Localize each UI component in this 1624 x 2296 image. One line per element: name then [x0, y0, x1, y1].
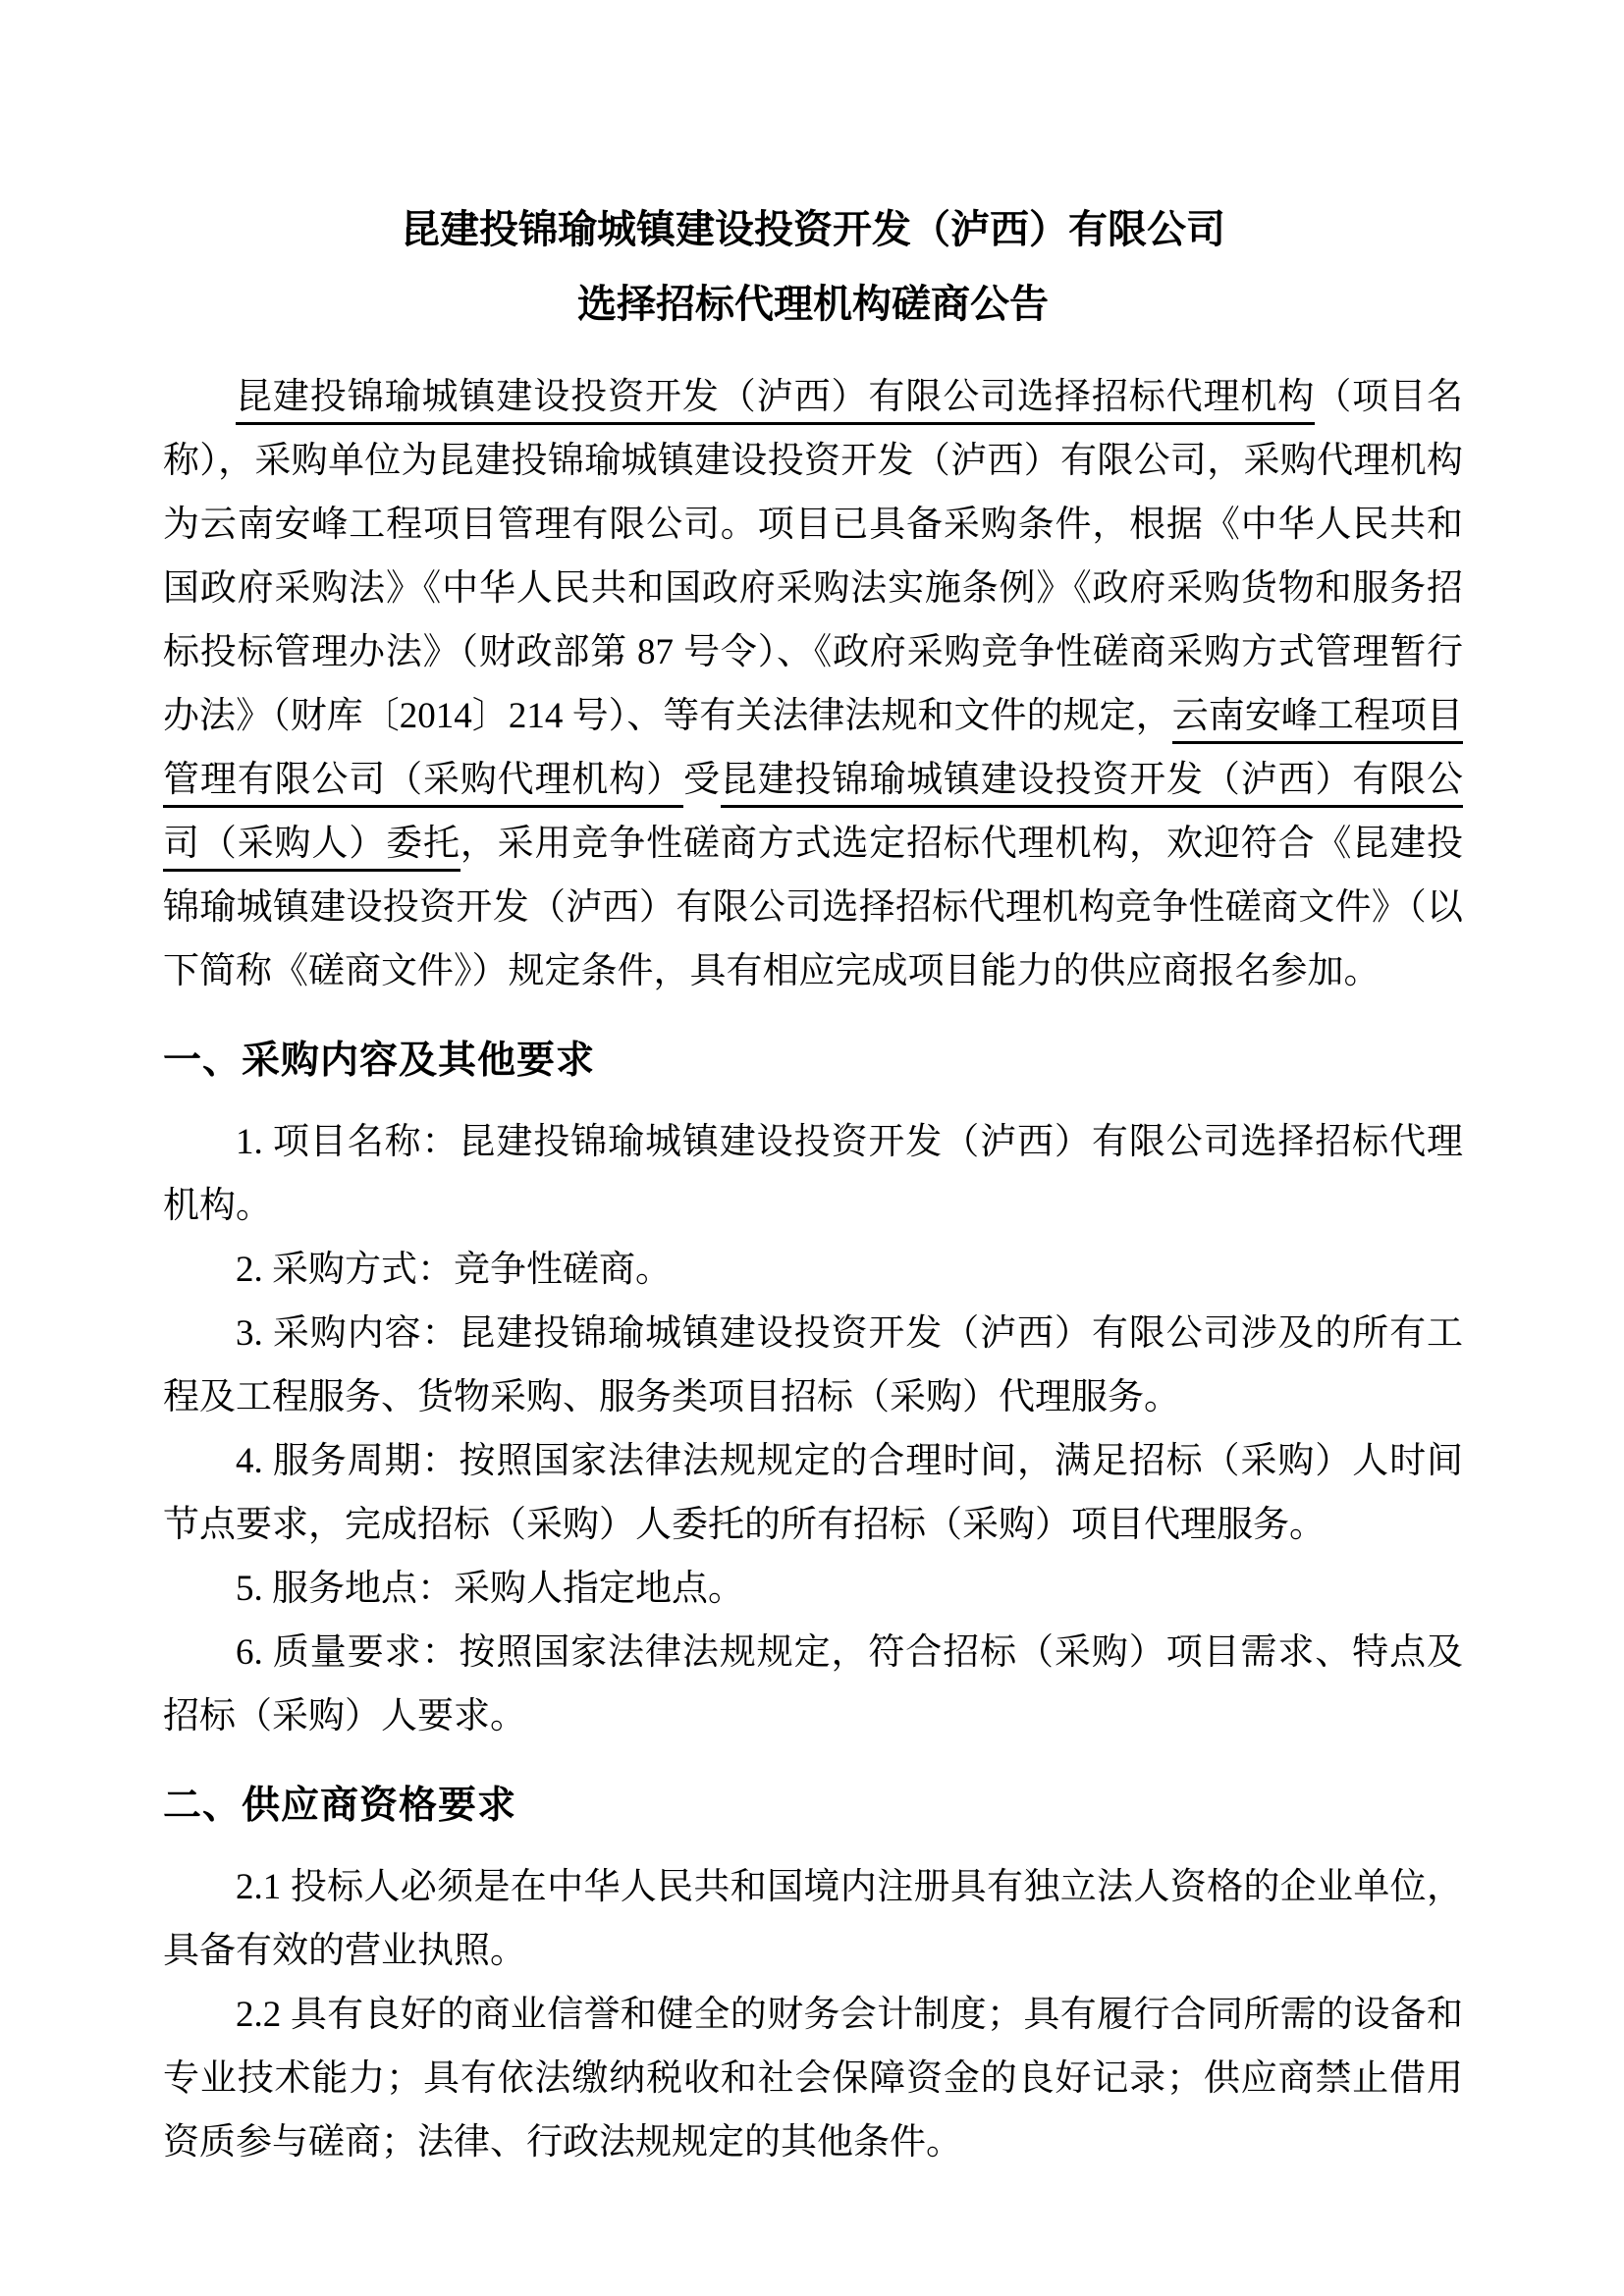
section-2-item-1: 2.1 投标人必须是在中华人民共和国境内注册具有独立法人资格的企业单位，具备有效的营业执照。 — [163, 1867, 1463, 1971]
section-1-heading: 一、采购内容及其他要求 — [163, 1040, 596, 1082]
intro-text-1: （项目名称），采购单位为昆建投锦瑜城镇建设投资开发（泸西）有限公司，采购代理机构为云南安峰工程项目管理有限公司。项目已具备采购条件，根据《中华人民共和国政府采购法》《中华人民共和国政府采购法实施条例》《政府采购货物和服务招标投标管理办法》（财政部第 87 号令）、《政府采购竞争性磋商采购方式管理暂行办法》（财库〔2014〕214 号）、等有关法律法规和文件的规定， — [163, 377, 1463, 736]
intro-text-2: 受 — [682, 760, 721, 800]
document-title-line-1: 昆建投锦瑜城镇建设投资开发（泸西）有限公司 — [401, 207, 1225, 251]
section-2-heading: 二、供应商资格要求 — [163, 1785, 517, 1827]
section-1-item-5: 5. 服务地点：采购人指定地点。 — [236, 1569, 744, 1609]
section-1-item-4: 4. 服务周期：按照国家法律法规规定的合理时间，满足招标（采购）人时间节点要求，完成招标（采购）人委托的所有招标（采购）项目代理服务。 — [163, 1441, 1463, 1545]
intro-text-3: ，采用竞争性磋商方式选定招标代理机构，欢迎符合《昆建投锦瑜城镇建设投资开发（泸西）有限公司选择招标代理机构竞争性磋商文件》（以下简称《磋商文件》）规定条件，具有相应完成项目能力的供应商报名参加。 — [163, 824, 1464, 991]
intro-paragraph — [163, 365, 1463, 1003]
section-1-item-2: 2. 采购方式：竞争性磋商。 — [236, 1250, 672, 1290]
underlined-purchaser-name: 昆建投锦瑜城镇建设投资开发（泸西）有限公司（采购人）委托 — [163, 760, 1463, 872]
underlined-project-title: 昆建投锦瑜城镇建设投资开发（泸西）有限公司选择招标代理机构 — [236, 377, 1315, 425]
section-1-item-3: 3. 采购内容：昆建投锦瑜城镇建设投资开发（泸西）有限公司涉及的所有工程及工程服务、货物采购、服务类项目招标（采购）代理服务。 — [163, 1313, 1463, 1417]
section-1-item-6: 6. 质量要求：按照国家法律法规规定，符合招标（采购）项目需求、特点及招标（采购）人要求。 — [163, 1632, 1463, 1736]
section-2-item-2: 2.2 具有良好的商业信誉和健全的财务会计制度；具有履行合同所需的设备和专业技术能力；具有依法缴纳税收和社会保障资金的良好记录；供应商禁止借用资质参与磋商；法律、行政法规规定的其他条件。 — [163, 1995, 1463, 2163]
document-title — [163, 192, 1463, 342]
underlined-agency-name: 云南安峰工程项目管理有限公司（采购代理机构） — [163, 696, 1463, 808]
document-title-line-2: 选择招标代理机构磋商公告 — [577, 282, 1049, 326]
section-1-item-1: 1. 项目名称：昆建投锦瑜城镇建设投资开发（泸西）有限公司选择招标代理机构。 — [163, 1122, 1463, 1226]
